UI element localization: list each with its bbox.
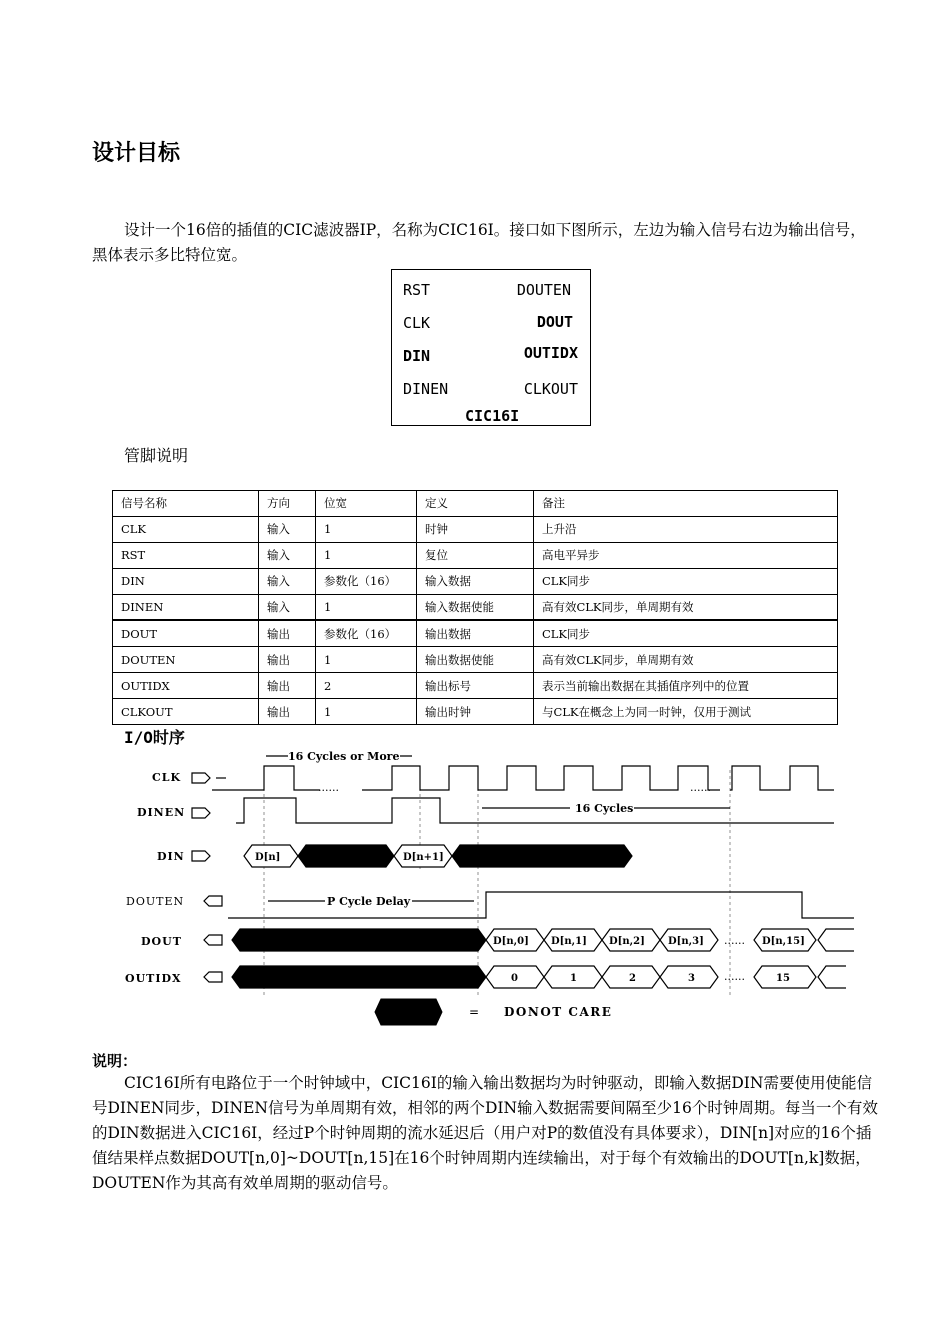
table-cell: CLK同步: [534, 568, 838, 594]
table-cell: CLK同步: [534, 620, 838, 646]
dout-value: D[n,2]: [609, 936, 645, 947]
legend-text: DONOT CARE: [504, 1005, 613, 1019]
table-row: [113, 620, 838, 646]
table-cell: 输出: [259, 620, 316, 646]
table-cell: OUTIDX: [113, 673, 259, 699]
table-cell: 输出: [259, 673, 316, 699]
table-cell: 1: [316, 594, 417, 620]
pin-symbols: [192, 773, 222, 982]
notes-heading: 说明：: [92, 1052, 138, 1070]
table-cell: 参数化（16）: [316, 620, 417, 646]
port-dout: DOUT: [536, 313, 573, 331]
block-name: CIC16I: [465, 407, 520, 425]
port-rst: RST: [403, 281, 431, 299]
table-row: [113, 594, 838, 620]
din-value: D[n+1]: [403, 852, 444, 863]
table-cell: 输入: [259, 568, 316, 594]
header-cell: 方向: [259, 491, 316, 517]
cic16i-block-diagram: [391, 269, 591, 426]
header-cell: 位宽: [316, 491, 417, 517]
dinen-cycles-label: 16 Cycles: [575, 802, 634, 815]
signal-label-clk: CLK: [152, 771, 182, 784]
dont-care-swatch: [375, 999, 442, 1025]
table-cell: 1: [316, 699, 417, 725]
outidx-ellipsis: ......: [724, 970, 745, 983]
legend-equals: =: [469, 1005, 480, 1019]
clk-ellipsis-2: ......: [690, 781, 711, 794]
table-cell: DOUTEN: [113, 647, 259, 673]
dout-bus: [232, 929, 854, 951]
port-douten: DOUTEN: [516, 281, 571, 299]
douten-waveform: [228, 892, 854, 918]
table-cell: 输入: [259, 542, 316, 568]
page-title: 设计目标: [92, 141, 181, 166]
outidx-value: 0: [511, 973, 518, 984]
dout-ellipsis: ......: [724, 934, 745, 947]
pin-table: [112, 490, 838, 725]
table-cell: 输入数据使能: [417, 594, 534, 620]
p-cycle-delay-label: P Cycle Delay: [327, 895, 411, 908]
signal-label-outidx: OUTIDX: [125, 972, 182, 985]
port-outidx: OUTIDX: [523, 344, 578, 362]
table-row: [113, 542, 838, 568]
table-cell: 1: [316, 542, 417, 568]
table-cell: 输出: [259, 699, 316, 725]
table-row: [113, 647, 838, 673]
table-header-row: [113, 491, 838, 517]
table-cell: 输出数据使能: [417, 647, 534, 673]
table-cell: 1: [316, 647, 417, 673]
pin-table-caption: 管脚说明: [124, 446, 189, 465]
port-dinen: DINEN: [403, 380, 449, 398]
table-cell: 高电平异步: [534, 542, 838, 568]
table-cell: 输出数据: [417, 620, 534, 646]
dout-value: D[n,1]: [551, 936, 587, 947]
timing-diagram: [0, 740, 950, 1040]
table-row: [113, 699, 838, 725]
dout-value: D[n,3]: [668, 936, 704, 947]
table-cell: 时钟: [417, 516, 534, 542]
table-row: [113, 568, 838, 594]
header-cell: 定义: [417, 491, 534, 517]
table-cell: DOUT: [113, 620, 259, 646]
table-cell: DINEN: [113, 594, 259, 620]
outidx-value: 3: [688, 973, 695, 984]
outidx-bus: [232, 966, 846, 988]
signal-label-dout: DOUT: [141, 935, 182, 948]
table-cell: CLK: [113, 516, 259, 542]
table-row: [113, 673, 838, 699]
dinen-waveform: [236, 798, 834, 823]
table-cell: 2: [316, 673, 417, 699]
dout-value: D[n,15]: [762, 936, 805, 947]
outidx-value: 1: [570, 973, 577, 984]
outidx-value: 15: [776, 973, 790, 984]
din-value: D[n]: [255, 852, 281, 863]
header-cell: 备注: [534, 491, 838, 517]
table-row: [113, 516, 838, 542]
table-cell: 输入数据: [417, 568, 534, 594]
notes-paragraph: CIC16I所有电路位于一个时钟域中，CIC16I的输入输出数据均为时钟驱动，即输入数据DIN需要使用使能信号DINEN同步，DINEN信号为单周期有效，相邻的两个DIN输入数据需要间隔至少16个时钟周期。每当一个有效的DIN数据进入CIC16I，经过P个时钟周期的流水延迟后（用户对P的数值没有具体要求），DIN[n]对应的16个插值结果样点数据DOUT[n,0]~DOUT[n,15]在16个时钟周期内连续输出，对于每个有效输出的DOUT[n,k]数据，DOUTEN作为其高有效单周期的驱动信号。: [92, 1074, 878, 1192]
io-timing-heading: I/O时序: [124, 728, 185, 747]
clk-ellipsis: ......: [318, 781, 339, 794]
table-cell: 输出标号: [417, 673, 534, 699]
clk-waveform: [212, 766, 834, 790]
table-cell: 与CLK在概念上为同一时钟，仅用于测试: [534, 699, 838, 725]
table-cell: 复位: [417, 542, 534, 568]
dout-value: D[n,0]: [493, 936, 529, 947]
outidx-value: 2: [629, 973, 636, 984]
table-cell: 输出: [259, 647, 316, 673]
table-cell: RST: [113, 542, 259, 568]
table-cell: 1: [316, 516, 417, 542]
header-cell: 信号名称: [113, 491, 259, 517]
table-cell: 输出时钟: [417, 699, 534, 725]
port-clk: CLK: [403, 314, 431, 332]
table-cell: 高有效CLK同步，单周期有效: [534, 647, 838, 673]
signal-label-din: DIN: [157, 850, 185, 863]
port-clkout: CLKOUT: [523, 380, 578, 398]
table-cell: 高有效CLK同步，单周期有效: [534, 594, 838, 620]
cycles-or-more-label: 16 Cycles or More: [288, 750, 400, 763]
signal-label-douten: DOUTEN: [126, 895, 185, 908]
intro-paragraph: 设计一个16倍的插值的CIC滤波器IP，名称为CIC16I。接口如下图所示，左边为输入信号右边为输出信号，黑体表示多比特位宽。: [92, 221, 866, 264]
table-cell: 参数化（16）: [316, 568, 417, 594]
table-cell: 上升沿: [534, 516, 838, 542]
table-cell: 输入: [259, 516, 316, 542]
port-din: DIN: [403, 347, 431, 365]
table-cell: 输入: [259, 594, 316, 620]
table-cell: CLKOUT: [113, 699, 259, 725]
signal-label-dinen: DINEN: [137, 806, 186, 819]
table-cell: 表示当前输出数据在其插值序列中的位置: [534, 673, 838, 699]
table-cell: DIN: [113, 568, 259, 594]
